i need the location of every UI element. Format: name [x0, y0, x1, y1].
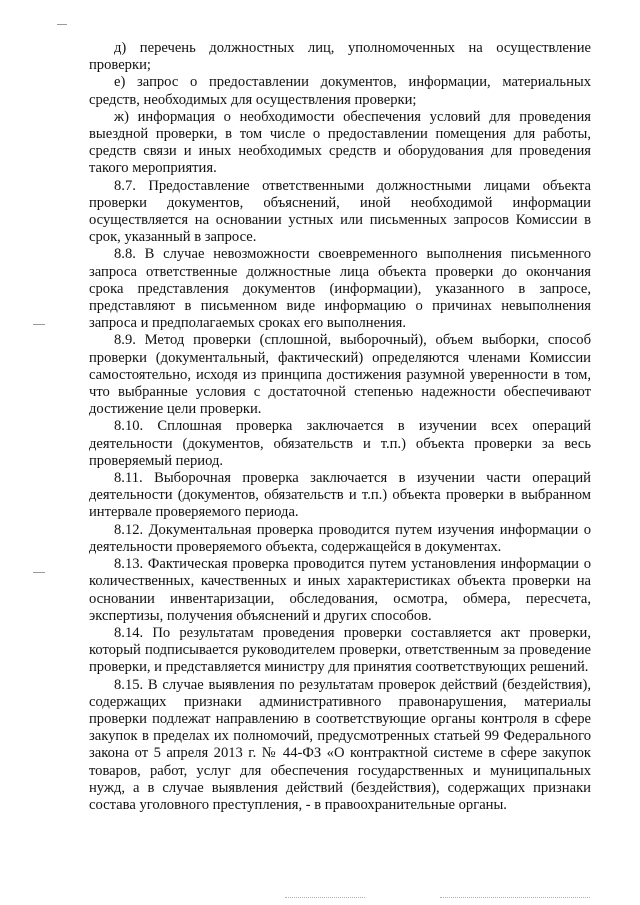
paragraph-e: е) запрос о предоставлении документов, информации, материальных средств, необходимых для осуществления проверки;	[89, 74, 591, 108]
paragraph-d: д) перечень должностных лиц, уполномоченных на осуществление проверки;	[89, 40, 591, 74]
scan-artifact-dots-left	[285, 897, 365, 899]
paragraph-8-10: 8.10. Сплошная проверка заключается в изучении всех операций деятельности (документов, обязательств и т.п.) объекта проверки за весь проверяемый период.	[89, 418, 591, 469]
scan-artifact-dots-right	[440, 897, 590, 899]
margin-mark-top	[57, 24, 67, 25]
paragraph-zh: ж) информация о необходимости обеспечения условий для проведения выездной проверки, в том числе о предоставлении помещения для работы, средств связи и иных необходимых средств и оборудования для проведения такого мероприятия.	[89, 108, 591, 177]
margin-mark-lower	[33, 572, 45, 573]
paragraph-8-11: 8.11. Выборочная проверка заключается в изучении части операций деятельности (документов, обязательств и т.п.) объекта проверки в выбранном интервале проверяемого периода.	[89, 470, 591, 521]
paragraph-8-15: 8.15. В случае выявления по результатам проверок действий (бездействия), содержащих признаки административного правонарушения, материалы проверки подлежат направлению в соответствующие органы контроля в сфере закупок в пределах их полномочий, предусмотренных статьей 99 Федерального закона от 5 апреля 2013 г. № 44-ФЗ «О контрактной системе в сфере закупок товаров, работ, услуг для обеспечения государственных и муниципальных нужд, а в случае выявления действий (бездействия), содержащих признаки состава уголовного преступления, - в правоохранительные органы.	[89, 676, 591, 813]
margin-mark-middle	[33, 324, 45, 325]
document-body	[89, 40, 591, 814]
paragraph-8-14: 8.14. По результатам проведения проверки составляется акт проверки, который подписывается руководителем проверки, ответственным за проведение проверки, и представляется министру для принятия соответствующих решений.	[89, 624, 591, 676]
paragraph-8-12: 8.12. Документальная проверка проводится путем изучения информации о деятельности проверяемого объекта, содержащейся в документах.	[89, 521, 591, 555]
paragraph-8-7: 8.7. Предоставление ответственными должностными лицами объекта проверки документов, объяснений, иной необходимой информации осуществляется на основании устных или письменных запросов Комиссии в срок, указанный в запросе.	[89, 177, 591, 246]
paragraph-8-9: 8.9. Метод проверки (сплошной, выборочный), объем выборки, способ проверки (документальный, фактический) определяются членами Комиссии самостоятельно, исходя из принципа достижения разумной уверенности в том, что выбранные условия с достаточной степенью надежности обеспечивают достижение цели проверки.	[89, 332, 591, 418]
paragraph-8-13: 8.13. Фактическая проверка проводится путем установления информации о количественных, качественных и иных характеристиках объекта проверки на основании инвентаризации, обследования, осмотра, обмера, пересчета, экспертизы, получения объяснений и других способов.	[89, 556, 591, 624]
paragraph-8-8: 8.8. В случае невозможности своевременного выполнения письменного запроса ответственные должностные лица объекта проверки до окончания срока представления документов (информации), указанного в запросе, представляют в письменном виде информацию о причинах невыполнения запроса и предполагаемых сроках его выполнения.	[89, 246, 591, 332]
